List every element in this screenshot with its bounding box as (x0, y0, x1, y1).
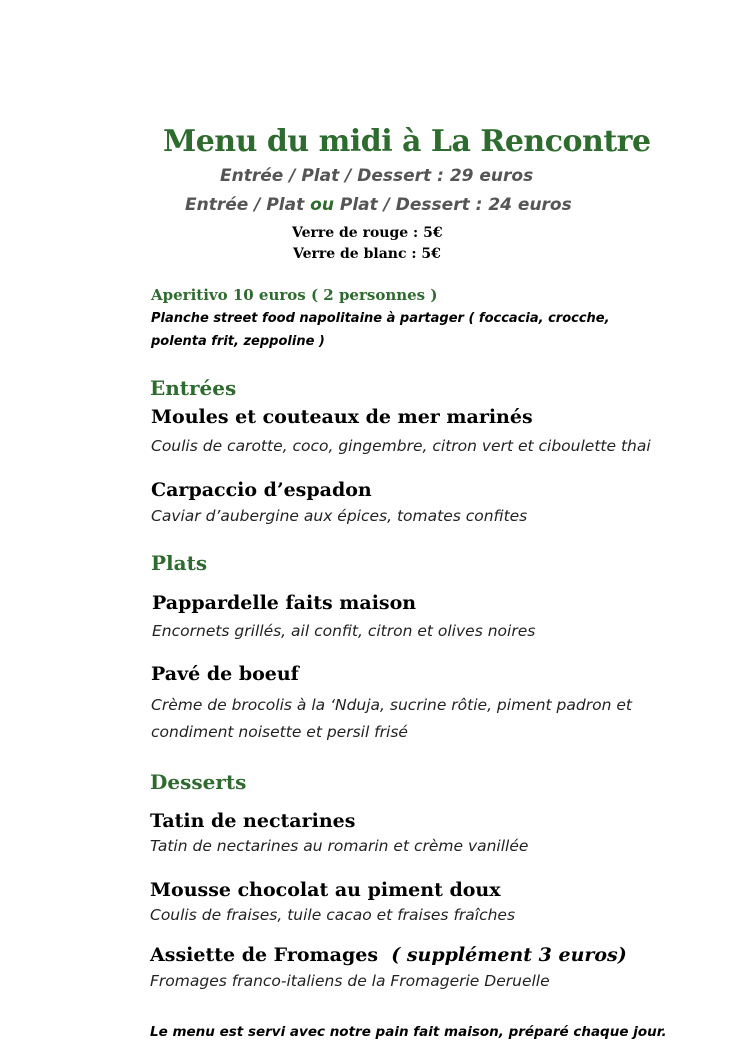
dessert-3-supplement: ( supplément 3 euros) (391, 944, 627, 966)
entree-1-name: Moules et couteaux de mer marinés (151, 406, 533, 428)
dessert-1-desc: Tatin de nectarines au romarin et crème vanillée (150, 837, 529, 855)
entree-2-desc: Caviar d’aubergine aux épices, tomates confites (151, 507, 528, 525)
dessert-3-name-line (150, 944, 627, 966)
plat-1-name: Pappardelle faits maison (152, 592, 417, 614)
section-entrees-heading: Entrées (150, 376, 237, 400)
plat-2-desc-line1: Crème de brocolis à la ‘Nduja, sucrine rôtie, piment padron et (151, 696, 632, 714)
footer-bread-note: Le menu est servi avec notre pain fait maison, préparé chaque jour. (150, 1024, 667, 1040)
plat-2-name: Pavé de boeuf (151, 663, 299, 685)
entree-1-desc: Coulis de carotte, coco, gingembre, citron vert et ciboulette thai (151, 437, 651, 455)
dessert-3-desc: Fromages franco-italiens de la Fromagerie Deruelle (150, 972, 550, 990)
page-title: Menu du midi à La Rencontre (163, 124, 651, 159)
formula-partial-a: Entrée / Plat (185, 195, 311, 215)
plat-2-desc-line2: condiment noisette et persil frisé (151, 723, 408, 741)
section-plats-heading: Plats (151, 551, 208, 575)
section-desserts-heading: Desserts (150, 770, 247, 794)
dessert-1-name: Tatin de nectarines (150, 810, 356, 832)
wine-red-price: Verre de rouge : 5€ (292, 225, 443, 241)
plat-1-desc: Encornets grillés, ail confit, citron et olives noires (152, 622, 536, 640)
entree-2-name: Carpaccio d’espadon (151, 479, 372, 501)
formula-partial (185, 195, 572, 215)
formula-partial-b: Plat / Dessert : 24 euros (333, 195, 572, 215)
dessert-3-name: Assiette de Fromages (150, 944, 379, 966)
dessert-2-desc: Coulis de fraises, tuile cacao et fraises fraîches (150, 906, 516, 924)
aperitivo-desc-line1: Planche street food napolitaine à partager ( foccacia, crocche, (151, 311, 610, 326)
formula-full: Entrée / Plat / Dessert : 29 euros (220, 166, 534, 186)
formula-or: ou (310, 195, 334, 215)
aperitivo-title: Aperitivo 10 euros ( 2 personnes ) (151, 286, 438, 304)
wine-white-price: Verre de blanc : 5€ (293, 246, 441, 262)
aperitivo-desc-line2: polenta frit, zeppoline ) (151, 334, 325, 349)
dessert-2-name: Mousse chocolat au piment doux (150, 879, 501, 901)
